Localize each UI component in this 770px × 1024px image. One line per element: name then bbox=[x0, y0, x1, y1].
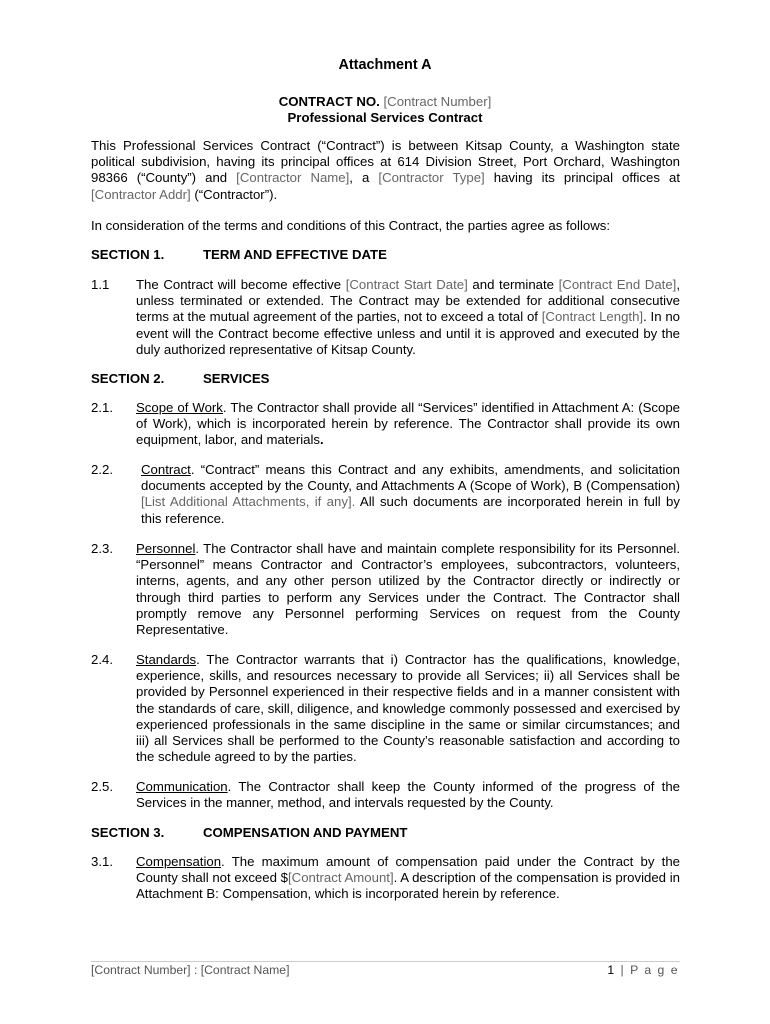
clause-heading: Scope of Work bbox=[136, 400, 223, 415]
clause-heading: Contract bbox=[141, 462, 191, 477]
clause-text-part: . The Contractor shall keep the County informed of the progress of the Services in the manner, method, and intervals requested by the County. bbox=[136, 779, 680, 811]
document-title: Professional Services Contract bbox=[287, 110, 483, 125]
contractor-name-placeholder: [Contractor Name] bbox=[236, 170, 350, 186]
page-label: | P a g e bbox=[615, 963, 679, 977]
section-title: TERM AND EFFECTIVE DATE bbox=[203, 247, 387, 262]
attachment-title: Attachment A bbox=[338, 57, 432, 73]
clause-number: 1.1 bbox=[91, 277, 110, 292]
contract-number-line bbox=[0, 94, 770, 109]
clause-text-part: . bbox=[320, 432, 324, 448]
section-number: SECTION 3. bbox=[91, 825, 165, 840]
clause-number: 2.5. bbox=[91, 779, 113, 794]
contract-number-placeholder: [Contract Number] bbox=[383, 94, 492, 109]
clause-text-part: All such documents are incorporated herein in full by this reference. bbox=[141, 494, 680, 526]
footer-divider bbox=[91, 961, 680, 962]
clause-text bbox=[141, 462, 680, 527]
intro-paragraph bbox=[91, 138, 680, 203]
clause-text-part: The Contract will become effective bbox=[136, 277, 346, 292]
footer-contract-ref: [Contract Number] : [Contract Name] bbox=[91, 963, 290, 977]
clause-text bbox=[136, 541, 680, 638]
intro-text-4: (“Contractor”). bbox=[190, 186, 278, 202]
clause-text bbox=[136, 400, 680, 449]
clause-number: 2.4. bbox=[91, 652, 113, 667]
section-3-heading bbox=[91, 825, 407, 840]
clause-heading: Communication bbox=[136, 779, 228, 794]
section-number: SECTION 2. bbox=[91, 371, 165, 386]
clause-heading: Compensation bbox=[136, 854, 222, 869]
clause-text bbox=[136, 854, 680, 903]
footer-page-number bbox=[607, 963, 679, 977]
consideration-paragraph: In consideration of the terms and conditions of this Contract, the parties agree as follows: bbox=[91, 218, 610, 233]
intro-text-3: having its principal offices at bbox=[484, 170, 680, 186]
clause-text-part: . “Contract” means this Contract and any exhibits, amendments, and solicitation documents accepted by the County, and Attachments A (Scope of Work), B (Compensation) bbox=[141, 462, 680, 494]
end-date-placeholder: [Contract End Date] bbox=[558, 277, 677, 292]
clause-text-part: . In no event will the Contract become effective unless and until it is approved and executed by the duly authorized representative of Kitsap County. bbox=[136, 309, 680, 357]
clause-text-part: . The Contractor warrants that i) Contractor has the qualifications, knowledge, experience, skills, and resources necessary to provide all Services; ii) all Services shall be provided by Personnel experienced in their respective fields and in a manner consistent with the standards of care, skill, diligence, and knowledge commonly possessed and exercised by experienced professionals in the same discipline in the same or similar circumstances; and iii) all Services shall be performed to the County’s reasonable satisfaction and according to the schedule agreed to by the parties. bbox=[136, 652, 680, 765]
clause-text-part: and terminate bbox=[467, 277, 559, 292]
clause-text-part: , unless terminated or extended. The Contract may be extended for additional consecutive terms at the mutual agreement of the parties, not to exceed a total of bbox=[136, 277, 681, 325]
page-number: 1 bbox=[607, 963, 616, 977]
clause-text-part: . The Contractor shall have and maintain complete responsibility for its Personnel. “Personnel” means Contractor and Contractor’s employees, subcontractors, volunteers, interns, agents, and any other person utilized by the Contractor directly or indirectly or through third parties to perform any Services under the Contract. The Contractor shall promptly remove any Personnel performing Services on request from the County Representative. bbox=[136, 541, 680, 638]
section-number: SECTION 1. bbox=[91, 247, 165, 262]
additional-attachments-placeholder: [List Additional Attachments, if any]. bbox=[141, 494, 356, 510]
contract-amount-placeholder: [Contract Amount] bbox=[288, 870, 394, 886]
clause-text-part: . The Contractor shall provide all “Services” identified in Attachment A: (Scope of Work), which is incorporated herein by reference. The Contractor shall provide its own equipment, labor, and materials bbox=[136, 400, 680, 448]
clause-text bbox=[136, 652, 680, 765]
contract-length-placeholder: [Contract Length] bbox=[541, 309, 644, 325]
intro-text-2: , a bbox=[349, 170, 379, 186]
intro-text-1: This Professional Services Contract (“Contract”) is between Kitsap County, a Washington state political subdivision, having its principal offices at 614 Division Street, Port Orchard, Washington 98366 (“County”) and bbox=[91, 138, 680, 186]
clause-heading: Personnel bbox=[136, 541, 196, 556]
clause-number: 3.1. bbox=[91, 854, 113, 869]
section-1-heading bbox=[91, 247, 387, 262]
section-title: SERVICES bbox=[203, 371, 270, 386]
clause-text-part: . The maximum amount of compensation paid under the Contract by the County shall not exceed $ bbox=[136, 854, 680, 886]
clause-heading: Standards bbox=[136, 652, 197, 667]
clause-number: 2.3. bbox=[91, 541, 113, 556]
clause-text-part: . A description of the compensation is provided in Attachment B: Compensation, which is incorporated herein by reference. bbox=[136, 870, 680, 902]
clause-number: 2.1. bbox=[91, 400, 113, 415]
contractor-type-placeholder: [Contractor Type] bbox=[378, 170, 485, 186]
contract-no-label: CONTRACT NO. bbox=[278, 94, 380, 109]
clause-text bbox=[136, 779, 680, 811]
clause-number: 2.2. bbox=[91, 462, 113, 477]
section-title: COMPENSATION AND PAYMENT bbox=[203, 825, 408, 840]
clause-text bbox=[136, 277, 680, 358]
start-date-placeholder: [Contract Start Date] bbox=[345, 277, 468, 292]
contractor-addr-placeholder: [Contractor Addr] bbox=[91, 186, 191, 202]
section-2-heading bbox=[91, 371, 269, 386]
